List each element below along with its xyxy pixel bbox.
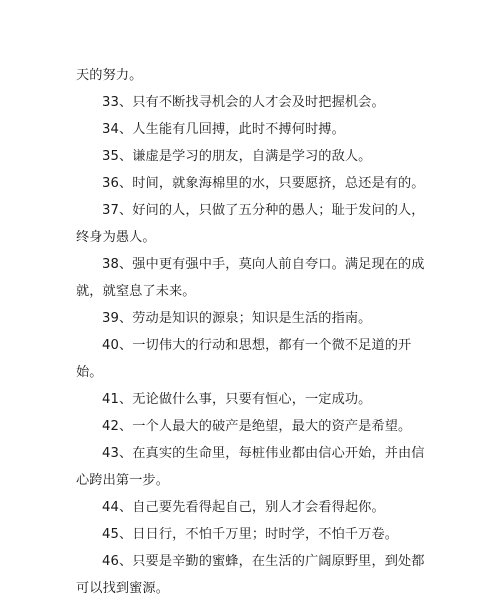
paragraph-42: 42、一个人最大的破产是绝望，最大的资产是希望。 — [102, 419, 412, 434]
paragraph-34: 34、人生能有几回搏，此时不搏何时搏。 — [102, 122, 345, 137]
paragraph-36: 36、时间，就象海棉里的水，只要愿挤，总还是有的。 — [102, 176, 425, 191]
paragraph-38: 38、强中更有强中手，莫向人前自夸口。满足现在的成就，就窒息了未来。 — [76, 257, 425, 299]
paragraph-0: 天的努力。 — [76, 68, 143, 83]
paragraph-33: 33、只有不断找寻机会的人才会及时把握机会。 — [102, 95, 385, 110]
paragraph-40: 40、一切伟大的行动和思想，都有一个微不足道的开始。 — [76, 338, 412, 380]
paragraph-44: 44、自己要先看得起自己，别人才会看得起你。 — [102, 500, 385, 515]
paragraph-37: 37、好问的人，只做了五分种的愚人；耻于发问的人，终身为愚人。 — [76, 203, 425, 245]
paragraph-43: 43、在真实的生命里，每桩伟业都由信心开始，并由信心跨出第一步。 — [76, 446, 425, 488]
paragraph-39: 39、劳动是知识的源泉；知识是生活的指南。 — [102, 311, 372, 326]
paragraph-41: 41、无论做什么事，只要有恒心，一定成功。 — [102, 392, 372, 407]
document-body — [76, 62, 428, 602]
paragraph-45: 45、日日行，不怕千万里；时时学，不怕千万卷。 — [102, 527, 399, 542]
paragraph-46: 46、只要是辛勤的蜜蜂，在生活的广阔原野里，到处都可以找到蜜源。 — [76, 554, 425, 596]
paragraph-35: 35、谦虚是学习的朋友，自满是学习的敌人。 — [102, 149, 372, 164]
